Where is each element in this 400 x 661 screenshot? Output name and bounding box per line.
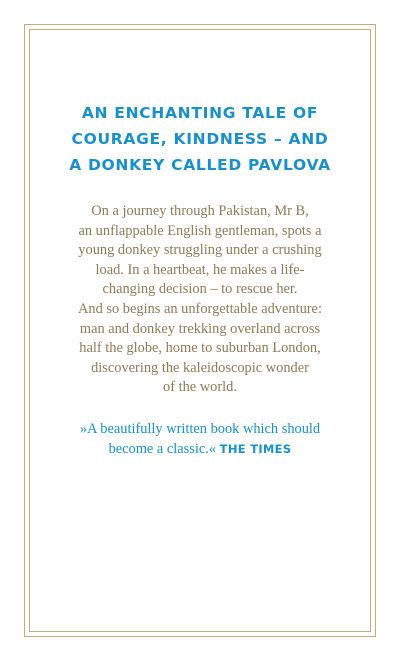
review-quote bbox=[29, 420, 371, 459]
headline-line-1: AN ENCHANTING TALE OF bbox=[81, 104, 319, 122]
blurb-line-9: discovering the kaleidoscopic wonder bbox=[91, 359, 309, 376]
headline-line-2: COURAGE, KINDNESS – AND bbox=[71, 130, 329, 148]
blurb-line-1: On a journey through Pakistan, Mr B, bbox=[91, 203, 309, 219]
blurb-line-4: load. In a heartbeat, he makes a life- bbox=[95, 261, 305, 278]
review-line-2 bbox=[29, 440, 371, 460]
review-source: THE TIMES bbox=[219, 441, 292, 456]
blurb-line-10: of the world. bbox=[163, 379, 237, 396]
review-line-2-text: become a classic.« bbox=[108, 440, 217, 457]
blurb-line-8: half the globe, home to suburban London, bbox=[79, 340, 321, 357]
back-cover-content bbox=[29, 29, 371, 459]
blurb-line-3: young donkey struggling under a crushing bbox=[78, 242, 322, 259]
blurb-line-2: an unflappable English gentleman, spots a bbox=[78, 222, 322, 239]
blurb-line-7: man and donkey trekking overland across bbox=[79, 320, 321, 337]
blurb-line-6: And so begins an unforgettable adventure: bbox=[78, 300, 322, 317]
review-line-1: »A beautifully written book which should bbox=[79, 420, 321, 437]
blurb-line-5: changing decision – to rescue her. bbox=[102, 281, 298, 298]
blurb-paragraph bbox=[29, 202, 371, 398]
headline bbox=[29, 100, 371, 178]
headline-line-3: A DONKEY CALLED PAVLOVA bbox=[69, 156, 331, 174]
